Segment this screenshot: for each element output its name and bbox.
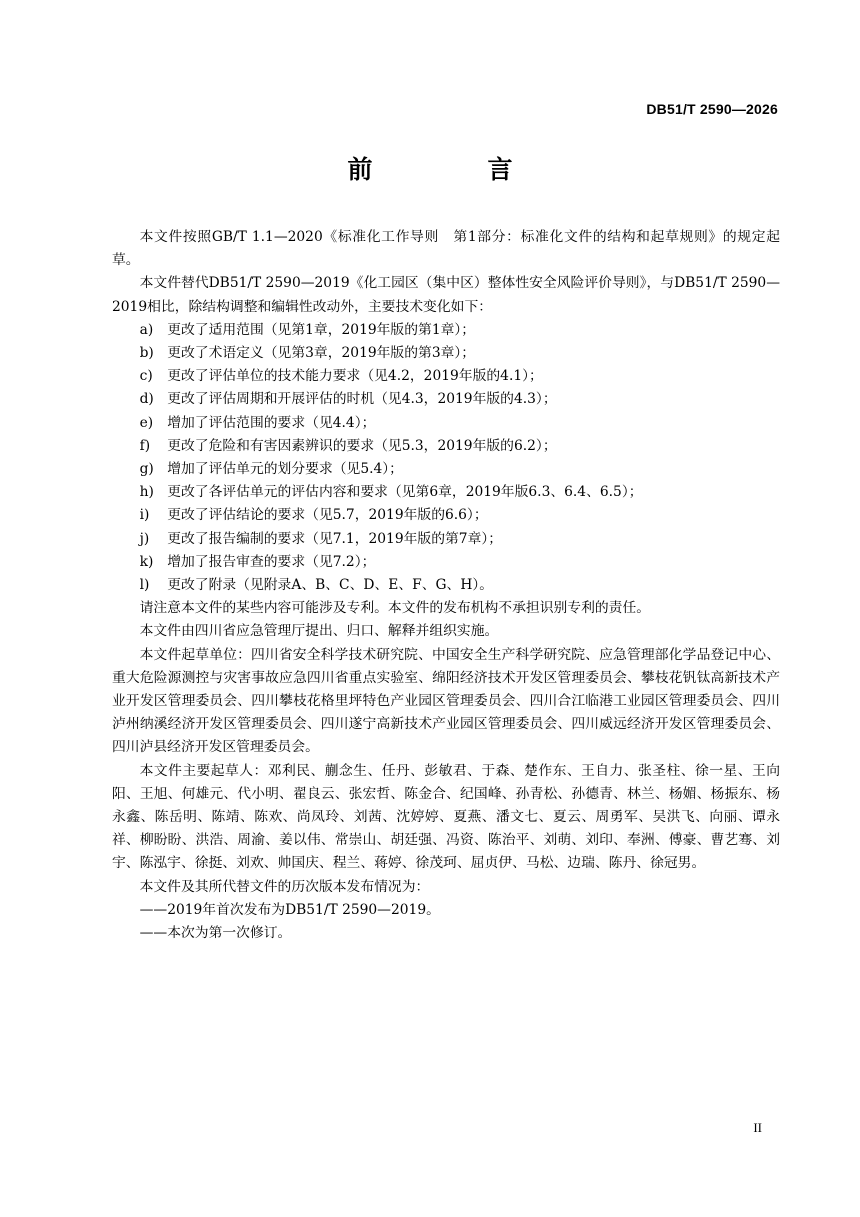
list-item	[112, 551, 780, 574]
list-item	[112, 458, 780, 481]
list-item	[112, 504, 780, 527]
paragraph-patent-notice: 请注意本文件的某些内容可能涉及专利。本文件的发布机构不承担识别专利的责任。	[139, 600, 651, 617]
list-item-text: 增加了报告审查的要求（见7.2）；	[167, 553, 376, 570]
page-number: II	[753, 1120, 762, 1135]
list-marker: c)	[139, 368, 153, 385]
list-marker: j)	[139, 530, 150, 547]
list-item-text: 增加了评估单元的划分要求（见5.4）；	[167, 461, 403, 478]
list-item-text: 更改了各评估单元的评估内容和要求（见第6章，2019年版6.3、6.4、6.5）；	[167, 484, 643, 501]
history-item-first-release: ——2019年首次发布为DB51/T 2590—2019。	[139, 901, 440, 918]
list-item-text: 增加了评估范围的要求（见4.4）；	[167, 414, 376, 431]
list-item	[112, 528, 780, 551]
list-marker: e)	[139, 414, 154, 431]
list-item	[112, 412, 780, 435]
list-marker: i)	[139, 507, 150, 524]
document-body	[112, 226, 780, 945]
list-item	[112, 435, 780, 458]
list-item-text: 更改了评估周期和开展评估的时机（见4.3，2019年版的4.3）；	[167, 391, 557, 408]
list-item	[112, 574, 780, 597]
changes-list	[112, 319, 780, 597]
list-marker: k)	[139, 553, 154, 570]
list-item-text: 更改了术语定义（见第3章，2019年版的第3章）；	[167, 345, 476, 362]
standard-code: DB51/T 2590—2026	[646, 101, 778, 117]
list-item	[112, 481, 780, 504]
paragraph-history-intro: 本文件及其所代替文件的历次版本发布情况为：	[139, 878, 430, 895]
list-item	[112, 342, 780, 365]
paragraph-drafters: 本文件主要起草人：邓利民、蒯念生、任丹、彭敏君、于森、楚作东、王自力、张圣柱、徐一星、王向阳、王旭、何雄元、代小明、翟良云、张宏哲、陈金合、纪国峰、孙青松、孙德青、林兰、杨媚、杨振东、杨永鑫、陈岳明、陈靖、陈欢、尚凤玲、刘茜、沈婷婷、夏燕、潘文七、夏云、周勇军、吴洪飞、向丽、谭永祥、柳盼盼、洪浩、周渝、姜以伟、常崇山、胡廷强、冯资、陈治平、刘萌、刘印、奉洲、傅豪、曹艺骞、刘宇、陈泓宇、徐挺、刘欢、帅国庆、程兰、蒋婷、徐茂珂、屈贞伊、马松、边瑞、陈丹、徐冠男。	[112, 762, 780, 872]
list-item-text: 更改了附录（见附录A、B、C、D、E、F、G、H）。	[167, 577, 494, 594]
list-marker: l)	[139, 577, 150, 594]
list-item-text: 更改了评估单位的技术能力要求（见4.2，2019年版的4.1）；	[167, 368, 543, 385]
list-item	[112, 319, 780, 342]
list-marker: b)	[139, 345, 154, 362]
list-marker: a)	[139, 321, 154, 338]
paragraph-drafting-units: 本文件起草单位：四川省安全科学技术研究院、中国安全生产科学研究院、应急管理部化学品登记中心、重大危险源测控与灾害事故应急四川省重点实验室、绵阳经济技术开发区管理委员会、攀枝花钒钛高新技术产业开发区管理委员会、四川攀枝花格里坪特色产业园区管理委员会、四川合江临港工业园区管理委员会、四川泸州纳溪经济开发区管理委员会、四川遂宁高新技术产业园区管理委员会、四川威远经济开发区管理委员会、四川泸县经济开发区管理委员会。	[112, 646, 780, 756]
paragraph-replacement: 本文件替代DB51/T 2590—2019《化工园区（集中区）整体性安全风险评价导则》，与DB51/T 2590—2019相比，除结构调整和编辑性改动外，主要技术变化如下：	[112, 275, 780, 315]
paragraph-proposer: 本文件由四川省应急管理厅提出、归口、解释并组织实施。	[139, 623, 499, 640]
list-marker: h)	[139, 484, 154, 501]
list-marker: g)	[139, 461, 154, 478]
list-marker: f)	[139, 437, 151, 454]
list-item-text: 更改了危险和有害因素辨识的要求（见5.3，2019年版的6.2）；	[167, 437, 557, 454]
paragraph-drafting-basis: 本文件按照GB/T 1.1—2020《标准化工作导则 第1部分：标准化文件的结构和起草规则》的规定起草。	[112, 229, 780, 269]
list-item	[112, 388, 780, 411]
list-item-text: 更改了报告编制的要求（见7.1，2019年版的第7章）；	[167, 530, 503, 547]
list-item-text: 更改了适用范围（见第1章，2019年版的第1章）；	[167, 321, 476, 338]
history-item-revision: ——本次为第一次修订。	[139, 925, 292, 942]
list-marker: d)	[139, 391, 154, 408]
list-item-text: 更改了评估结论的要求（见5.7，2019年版的6.6）；	[167, 507, 488, 524]
page-title: 前 言	[347, 155, 558, 184]
list-item	[112, 365, 780, 388]
